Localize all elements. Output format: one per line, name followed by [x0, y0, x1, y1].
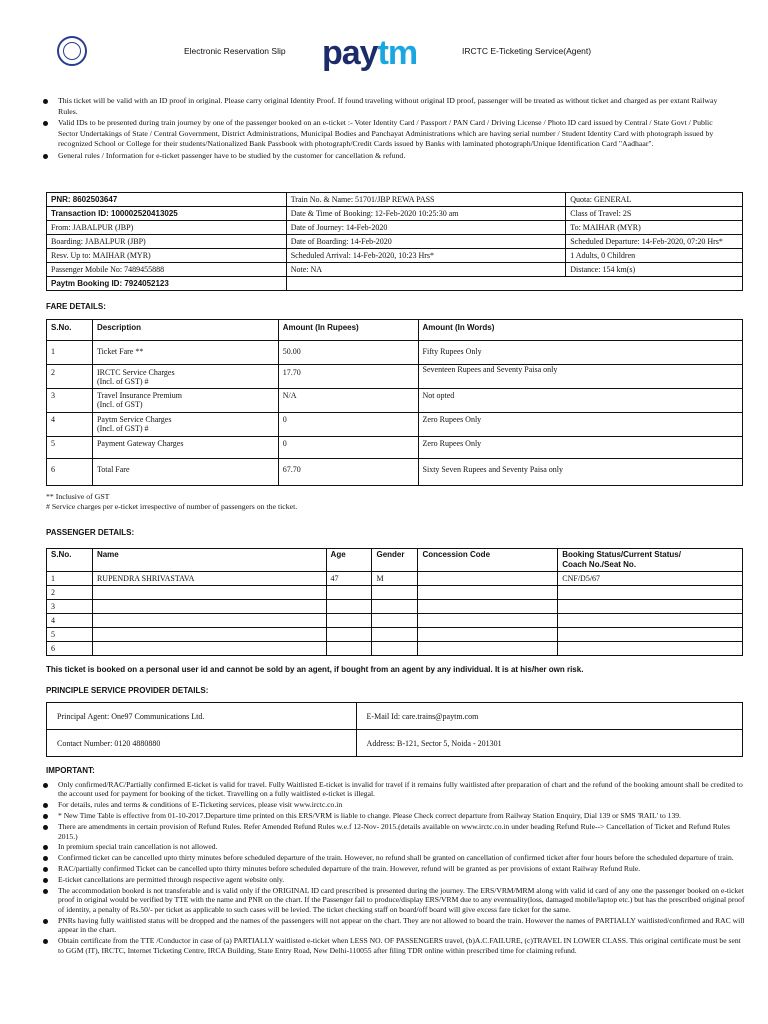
contact-number: Contact Number: 0120 4880880 [47, 730, 357, 757]
table-row: 5 [47, 628, 743, 642]
from-station: From: JABALPUR (JBP) [47, 221, 287, 235]
boarding-date: Date of Boarding: 14-Feb-2020 [286, 235, 566, 249]
table-row: 2 IRCTC Service Charges (Incl. of GST) # 17.70 Seventeen Rupees and Seventy Paisa only [47, 365, 743, 389]
quota: Quota: GENERAL [566, 193, 743, 207]
train-name: Train No. & Name: 51701/JBP REWA PASS [286, 193, 566, 207]
pax-col-name: Name [92, 549, 326, 572]
boarding-station: Boarding: JABALPUR (JBP) [47, 235, 287, 249]
list-item: PNRs having fully waitlisted status will be dropped and the names of the passengers will not appear on the chart. They are not allowed to board the train. However the names of PARTIALLY waitlisted/confirmed and RAC will appear in the chart. [40, 916, 745, 935]
note: Note: NA [286, 263, 566, 277]
header-left-text: Electronic Reservation Slip [184, 46, 286, 56]
travel-class: Class of Travel: 2S [566, 207, 743, 221]
table-row: 1 RUPENDRA SHRIVASTAVA 47 M CNF/D5/67 [47, 572, 743, 586]
to-station: To: MAIHAR (MYR) [566, 221, 743, 235]
list-item: The accommodation booked is not transferable and is valid only if the ORIGINAL ID card prescribed is presented during the journey. The ERS/VRM/MRM along with valid id card of any one the passenger booked on e-ticket proof in original would be verified by TTE with the name and PNR on the chart. If the Passenger fail to produce/display ERS/VRM due to any eventuality(loss, damaged mobile/laptop etc.) but has the prescribed original proof of identity, a penalty of Rs.50/- per ticket as applicable to such cases will be levied. The ticket checking staff on board/off board will give excess fare ticket for the same. [40, 886, 745, 914]
list-item: For details, rules and terms & conditions of E-Ticketing services, please visit www.irctc.co.in [40, 800, 745, 809]
list-item: In premium special train cancellation is not allowed. [40, 842, 745, 851]
passenger-count: 1 Adults, 0 Children [566, 249, 743, 263]
booking-date: Date & Time of Booking: 12-Feb-2020 10:25:30 am [286, 207, 566, 221]
mobile-number: Passenger Mobile No: 7489455888 [47, 263, 287, 277]
important-title: IMPORTANT: [46, 766, 95, 775]
list-item: Only confirmed/RAC/Partially confirmed E-ticket is valid for travel. Fully Waitlisted E-ticket is invalid for travel if it remains fully waitlisted after preparation of chart and the refund of the booking amount shall be credited to the account used for payment for booking of the ticket. Travelling on a fully waitlisted e-ticket is illegal. [40, 780, 745, 799]
pax-col-age: Age [326, 549, 372, 572]
list-item: Obtain certificate from the TTE /Conductor in case of (a) PARTIALLY waitlisted e-ticket when LESS NO. OF PASSENGERS travel, (b)A.C.FAILURE, (c)TRAVEL IN LOWER CLASS. This original certificate must be sent to GGM (IT), IRCTC, Internet Ticketing Centre, IRCA Building, State Entry Road, New Delhi-110055 after filing TDR online within prescribed time for claiming refund. [40, 936, 745, 955]
table-row: 6 [47, 642, 743, 656]
booking-info-table [46, 192, 743, 291]
distance: Distance: 154 km(s) [566, 263, 743, 277]
scheduled-departure: Scheduled Departure: 14-Feb-2020, 07:20 Hrs* [566, 235, 743, 249]
table-row: 2 [47, 586, 743, 600]
fare-notes: ** Inclusive of GST # Service charges per e-ticket irrespective of number of passengers on the ticket. [46, 492, 298, 511]
scheduled-arrival: Scheduled Arrival: 14-Feb-2020, 10:23 Hrs* [286, 249, 566, 263]
principal-agent: Principal Agent: One97 Communications Ltd. [47, 703, 357, 730]
transaction-id: Transaction ID: 100002520413025 [47, 207, 287, 221]
reservation-upto: Resv. Up to: MAIHAR (MYR) [47, 249, 287, 263]
pnr: PNR: 8602503647 [47, 193, 287, 207]
pax-col-status: Booking Status/Current Status/ Coach No./Seat No. [558, 549, 743, 572]
provider-email: E-Mail Id: care.trains@paytm.com [356, 703, 742, 730]
rule-item: Valid IDs to be presented during train journey by one of the passenger booked on an e-ticket :- Voter Identity Card / Passport / PAN Card / Driving License / Photo ID card issued by Central / State Govt / Public Sector Undertakings of State / Central Government, District Administrations, Municipal Bodies and Panchayat Administrations which are having serial number / Student Identity Card with photograph issued by recognized School or College for their students/Nationalized Bank Passbook with photograph/Credit Cards issued by Banks with laminated photograph/Unique Identification Card "Aadhaar". [40, 118, 730, 150]
fare-col-description: Description [92, 320, 278, 341]
agent-warning: This ticket is booked on a personal user id and cannot be sold by an agent, if bought from an agent by any individual. It is at his/her own risk. [46, 665, 584, 674]
header-right-text: IRCTC E-Ticketing Service(Agent) [462, 46, 592, 56]
passenger-details-title: PASSENGER DETAILS: [46, 528, 135, 537]
list-item: * New Time Table is effective from 01-10-2017.Departure time printed on this ERS/VRM is liable to change. Please Check correct departure from Railway Station Enquiry, Dial 139 or SMS 'RAIL' to 139. [40, 811, 745, 820]
list-item: There are amendments in certain provision of Refund Rules. Refer Amended Refund Rules w.e.f 12-Nov- 2015.(details available on www.irctc.co.in under heading Refund Rule--> Cancellation of Ticket and Refund Rules 2015.) [40, 822, 745, 841]
table-row: 4 Paytm Service Charges (Incl. of GST) # 0 Zero Rupees Only [47, 413, 743, 437]
pax-col-concession: Concession Code [418, 549, 558, 572]
paytm-logo: paytm [322, 34, 418, 72]
provider-address: Address: B-121, Sector 5, Noida - 201301 [356, 730, 742, 757]
fare-col-sno: S.No. [47, 320, 93, 341]
table-row: 5 Payment Gateway Charges 0 Zero Rupees Only [47, 437, 743, 459]
important-list [40, 780, 745, 956]
table-row: 3 Travel Insurance Premium (Incl. of GST) N/A Not opted [47, 389, 743, 413]
pax-col-gender: Gender [372, 549, 418, 572]
fare-col-words: Amount (In Words) [418, 320, 742, 341]
fare-table [46, 319, 743, 486]
fare-details-title: FARE DETAILS: [46, 302, 106, 311]
list-item: Confirmed ticket can be cancelled upto thirty minutes before scheduled departure of the train. However, no refund shall be granted on cancellation of confirmed ticket after four hours before the scheduled departure of train. [40, 853, 745, 862]
provider-title: PRINCIPLE SERVICE PROVIDER DETAILS: [46, 686, 209, 695]
provider-table [46, 702, 743, 757]
pax-col-sno: S.No. [47, 549, 93, 572]
rule-item: This ticket will be valid with an ID proof in original. Please carry original Identity Proof. If found traveling without original ID proof, passenger will be treated as without ticket and charged as per extant Railway Rules. [40, 96, 730, 117]
list-item: E-ticket cancellations are permitted through respective agent website only. [40, 875, 745, 884]
passenger-table [46, 548, 743, 656]
table-row: 6 Total Fare 67.70 Sixty Seven Rupees and Seventy Paisa only [47, 459, 743, 486]
header [0, 0, 768, 90]
journey-date: Date of Journey: 14-Feb-2020 [286, 221, 566, 235]
rule-item: General rules / Information for e-ticket passenger have to be studied by the customer for cancellation & refund. [40, 151, 730, 162]
table-row: 1 Ticket Fare ** 50.00 Fifty Rupees Only [47, 341, 743, 365]
list-item: RAC/partially confirmed Ticket can be cancelled upto thirty minutes before scheduled departure of the train. However, refund will be granted as per provisions of extant Railway Refund Rule. [40, 864, 745, 873]
table-row: 3 [47, 600, 743, 614]
paytm-booking-id: Paytm Booking ID: 7924052123 [47, 277, 287, 291]
table-row: 4 [47, 614, 743, 628]
indian-railways-emblem-icon [57, 36, 87, 66]
fare-col-amount: Amount (In Rupees) [278, 320, 418, 341]
rules-list [40, 96, 730, 162]
